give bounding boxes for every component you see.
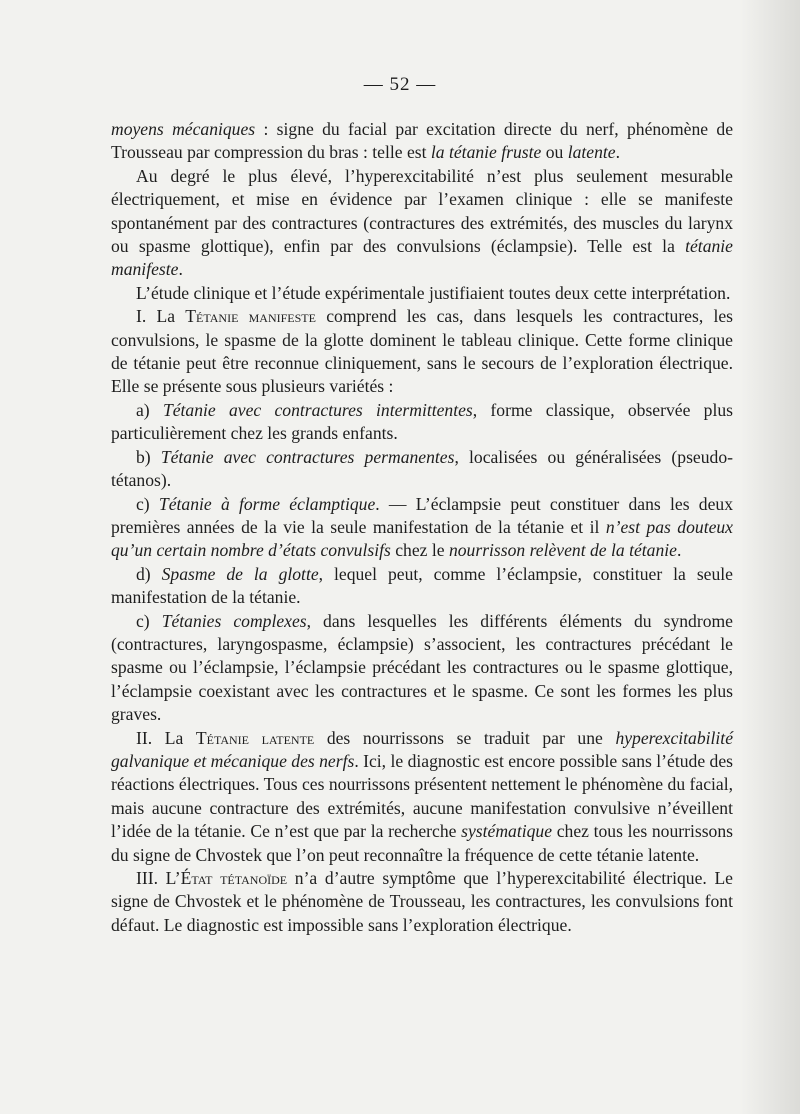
text-span: d) <box>136 563 162 584</box>
italic-text: systématique <box>461 821 553 842</box>
text-span: ou <box>541 142 568 163</box>
body-text <box>111 118 733 937</box>
text-span: n’a d’autre symptôme que l’hyperexcitabilité électrique. Le signe de Chvostek et le phénomène de Trousseau, les contractures, les convulsions font défaut. Le diagnostic est impossible sans l’exploration électrique. <box>111 868 733 935</box>
paragraph <box>111 727 733 867</box>
text-span: comprend les cas, dans lesquels les contractures, les convulsions, le spasme de la glotte dominent le tableau clinique. Cette forme clinique de tétanie peut être reconnue cliniquement, sans le secours de l’exploration électrique. Elle se présente sous plusieurs variétés : <box>111 306 734 397</box>
paragraph <box>111 399 733 446</box>
paragraph <box>111 493 733 563</box>
text-span: . <box>178 259 183 280</box>
page-edge-shadow <box>740 0 800 1114</box>
page-number: — 52 — <box>363 74 437 95</box>
text-span: . <box>615 142 621 163</box>
paragraph <box>111 446 733 493</box>
paragraph <box>111 610 733 727</box>
text-span: : signe du facial par excitation directe du nerf, phénomène de Trousseau par compression du bras : telle est <box>111 119 733 163</box>
paragraph <box>111 282 733 305</box>
text-span: a) <box>136 399 163 420</box>
paragraph <box>111 165 733 282</box>
paragraph <box>111 118 733 165</box>
text-span: , dans lesquelles les différents éléments du syndrome (contractures, laryngospasme, éclampsie) s’associent, les contractures précédant le spasme ou l’éclampsie, l’éclampsie précédant les contractures ou le spasme glottique, l’éclampsie coexistant avec les contractures et le spasme. Ce sont les formes les plus graves. <box>111 610 733 725</box>
small-caps-heading: Tétanie latente <box>195 727 315 748</box>
text-span: II. La <box>136 727 196 748</box>
text-span: , localisées ou généralisées (pseudo-tétanos). <box>111 446 733 491</box>
text-span: . <box>676 540 682 561</box>
italic-text: moyens mécaniques <box>111 119 256 139</box>
text-span: , forme classique, observée plus particulièrement chez les grands enfants. <box>111 399 733 444</box>
text-span: L’étude clinique et l’étude expérimentale justifiaient toutes deux cette interprétation. <box>136 282 731 303</box>
text-span: I. La <box>136 306 186 327</box>
paragraph <box>111 563 733 610</box>
text-span: chez le <box>390 540 449 561</box>
italic-text: n’est pas douteux qu’un certain nombre d’états convulsifs <box>111 516 733 561</box>
text-span: chez tous les nourrissons du signe de Chvostek que l’on peut reconnaître la fréquence de cette tétanie latente. <box>111 821 733 865</box>
text-span: . — L’éclampsie peut constituer dans les deux premières années de la vie la seule manifestation de la tétanie et il <box>111 493 734 537</box>
text-span: Au degré le plus élevé, l’hyperexcitabilité n’est plus seulement mesurable électriquement, et mise en évidence par l’examen clinique : elle se manifeste spontanément par des contractures (contractures des extrémités, des muscles du larynx ou spasme glottique), enfin par des convulsions (éclampsie). Telle est la <box>111 165 733 257</box>
small-caps-heading: État tétanoïde <box>180 868 288 888</box>
text-span: c) <box>136 493 159 514</box>
text-span: . Ici, le diagnostic est encore possible sans l’étude des réactions électriques. Tous ces nourrissons présentent nettement le phénomène du facial, mais aucune contracture des extrémités, aucune manifestation convulsive n’éveillent l’idée de la tétanie. Ce n’est que par la recherche <box>111 750 733 842</box>
text-span: , lequel peut, comme l’éclampsie, constituer la seule manifestation de la tétanie. <box>111 563 733 608</box>
italic-text: Tétanie avec contractures permanentes <box>160 446 455 467</box>
italic-text: Tétanie avec contractures intermittentes <box>162 399 473 420</box>
italic-text: latente <box>567 142 616 163</box>
paragraph <box>111 305 733 399</box>
paragraph <box>111 867 733 937</box>
small-caps-heading: Tétanie manifeste <box>185 306 316 327</box>
text-span: des nourrissons se traduit par une <box>314 727 616 748</box>
italic-text: la tétanie fruste <box>430 142 542 163</box>
text-span: c) <box>136 610 162 631</box>
italic-text: hyperexcitabilité galvanique et mécanique des nerfs <box>111 727 734 771</box>
italic-text: nourrisson relèvent de la tétanie <box>448 540 677 561</box>
italic-text: Tétanies complexes <box>161 610 307 631</box>
italic-text: Spasme de la glotte <box>161 563 319 584</box>
text-span: III. L’ <box>136 868 181 888</box>
text-span: b) <box>136 446 161 467</box>
italic-text: Tétanie à forme éclamptique <box>158 493 376 514</box>
italic-text: tétanie manifeste <box>111 236 733 280</box>
